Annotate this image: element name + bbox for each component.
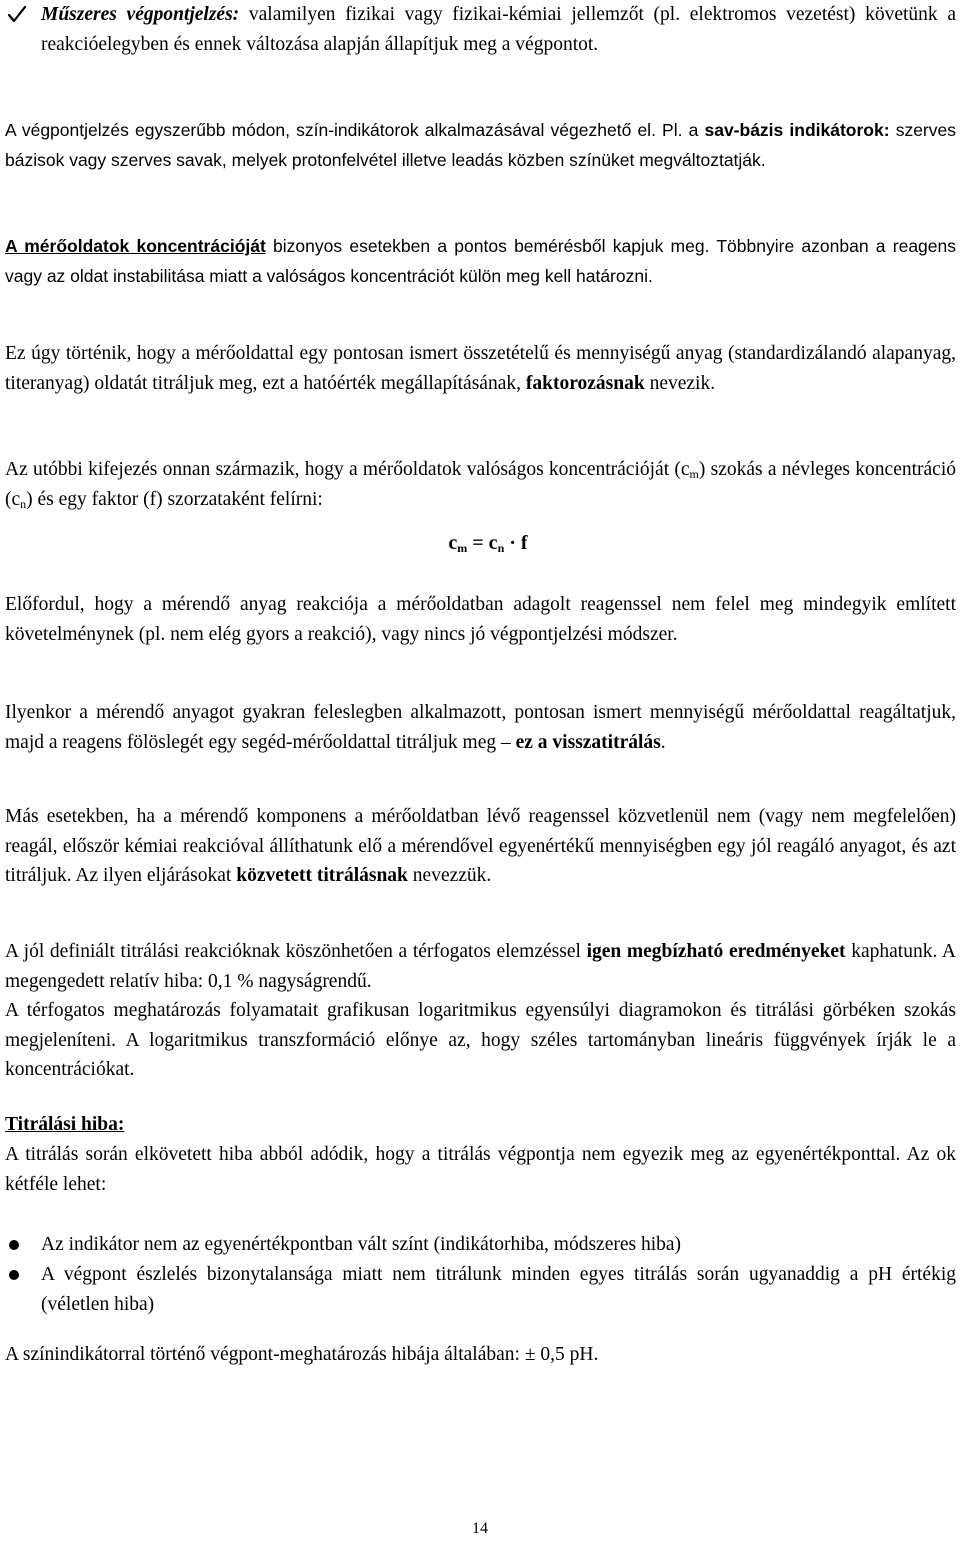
- bullet-icon: [9, 1240, 19, 1250]
- instrumental-endpoint-item: [41, 0, 956, 59]
- formula-eq: = c: [467, 532, 498, 554]
- bullet-icon: [9, 1270, 19, 1280]
- expression-text-c: ) és egy faktor (f) szorzataként felírni:: [26, 488, 323, 510]
- expression-text-b: ) szokás a névleges koncentráció (c: [5, 459, 956, 510]
- reliable-results-paragraph: [5, 937, 956, 996]
- bullet-item: [41, 1260, 956, 1319]
- reliable-results-term: igen megbízható eredményeket: [586, 941, 846, 962]
- back-titration-term: ez a visszatitrálás: [515, 731, 661, 753]
- concentration-term: A mérőoldatok koncentrációját: [5, 236, 266, 256]
- check-mark-icon: [6, 3, 28, 25]
- indirect-titration-text-a: Más esetekben, ha a mérendő komponens a mérőoldatban lévő reagenssel közvetlenül nem (vagy nem megfelelően) reagál, először kémiai reakcióval állíthatunk elő a mérendővel egyenértékű mennyiségben egy jól reagáló anyagot, és azt titráljuk. Az ilyen eljárásokat: [5, 806, 956, 886]
- indirect-titration-paragraph: [5, 802, 956, 891]
- requirements-text: Előfordul, hogy a mérendő anyag reakciója a mérőoldatban adagolt reagenssel nem felel meg mindegyik említett követelménynek (pl. nem elég gyors a reakció), vagy nincs jó végpontjelzési módszer.: [5, 594, 956, 645]
- back-titration-text-a: Ilyenkor a mérendő anyagot gyakran feleslegben alkalmazott, pontosan ismert mennyiségű mérőoldattal reagáltatjuk, majd a reagens fölöslegét egy segéd-mérőoldattal titráljuk meg –: [5, 702, 956, 753]
- expression-text-a: Az utóbbi kifejezés onnan származik, hogy a mérőoldatok valóságos koncentrációját (c: [5, 459, 690, 480]
- concentration-paragraph: [5, 232, 956, 291]
- reliable-text-a: A jól definiált titrálási reakcióknak köszönhetően a térfogatos elemzéssel: [5, 941, 587, 962]
- bullet-item: [41, 1230, 956, 1260]
- instrumental-endpoint-label: Műszeres végpontjelzés:: [41, 4, 240, 25]
- requirements-paragraph: [5, 590, 956, 649]
- indicators-text-b: szerves bázisok vagy szerves savak, melyek protonfelvétel illetve leadás közben színüket megváltoztatják.: [5, 120, 956, 170]
- reliable-text-b: kaphatunk. A megengedett relatív hiba: 0,1 % nagyságrendű.: [5, 941, 956, 992]
- logarithmic-paragraph: [5, 996, 956, 1085]
- concentration-text: bizonyos esetekben a pontos bemérésből kapjuk meg. Többnyire azonban a reagens vagy az oldat instabilitása miatt a valóságos koncentrációt külön meg kell határozni.: [5, 236, 956, 286]
- indicators-text-a: A végpontjelzés egyszerűbb módon, szín-indikátorok alkalmazásával végezhető el. Pl. a: [5, 120, 705, 140]
- factoring-term: faktorozásnak: [525, 372, 645, 394]
- bullet-item-1-text: Az indikátor nem az egyenértékpontban vált színt (indikátorhiba, módszeres hiba): [41, 1234, 682, 1255]
- factor-text-a: Ez úgy történik, hogy a mérőoldattal egy pontosan ismert összetételű és mennyiségű anyag (standardizálandó alapanyag, titeranyag) oldatát titráljuk meg, ezt a hatóérték megállapításának,: [5, 343, 956, 394]
- titration-error-title: Titrálási hiba:: [5, 1114, 125, 1135]
- formula-sub-n: n: [497, 541, 505, 555]
- titration-error-text: A titrálás során elkövetett hiba abból adódik, hogy a titrálás végpontja nem egyezik meg az egyenértékponttal. Az ok kétféle lehet:: [5, 1144, 956, 1195]
- concentration-formula: [8, 532, 960, 555]
- titration-error-heading: [5, 1110, 956, 1140]
- subscript-n: n: [20, 496, 27, 511]
- indirect-titration-term: közvetett titrálásnak: [236, 865, 408, 886]
- factor-text-b: nevezik.: [644, 372, 716, 394]
- page-number: 14: [472, 1520, 488, 1537]
- back-titration-paragraph: [5, 698, 956, 757]
- formula-c: c: [448, 532, 458, 554]
- acid-base-indicators-term: sav-bázis indikátorok:: [704, 120, 890, 140]
- final-paragraph: [5, 1340, 956, 1370]
- subscript-m: m: [689, 467, 699, 481]
- bullet-item-2-text: A végpont észlelés bizonytalansága miatt nem titrálunk minden egyes titrálás során ugyanaddig a pH értékig (véletlen hiba): [41, 1264, 956, 1315]
- indicators-paragraph: [5, 116, 956, 175]
- expression-paragraph: [5, 455, 956, 514]
- instrumental-endpoint-text: valamilyen fizikai vagy fizikai-kémiai jellemzőt (pl. elektromos vezetést) követünk a reakcióelegyben és ennek változása alapján állapítjuk meg a végpontot.: [41, 4, 956, 55]
- back-titration-text-b: .: [660, 731, 666, 753]
- formula-rest: · f: [504, 532, 528, 554]
- indirect-titration-text-b: nevezzük.: [407, 865, 492, 886]
- factor-paragraph: [5, 339, 956, 398]
- formula-sub-m: m: [457, 541, 468, 555]
- logarithmic-text: A térfogatos meghatározás folyamatait grafikusan logaritmikus egyensúlyi diagramokon és titrálási görbéken szokás megjeleníteni. A logaritmikus transzformáció előnye az, hogy széles tartományban lineáris függvények írják le a koncentrációkat.: [5, 1000, 956, 1080]
- titration-error-paragraph: [5, 1140, 956, 1199]
- final-text: A színindikátorral történő végpont-meghatározás hibája általában: ± 0,5 pH.: [5, 1344, 599, 1365]
